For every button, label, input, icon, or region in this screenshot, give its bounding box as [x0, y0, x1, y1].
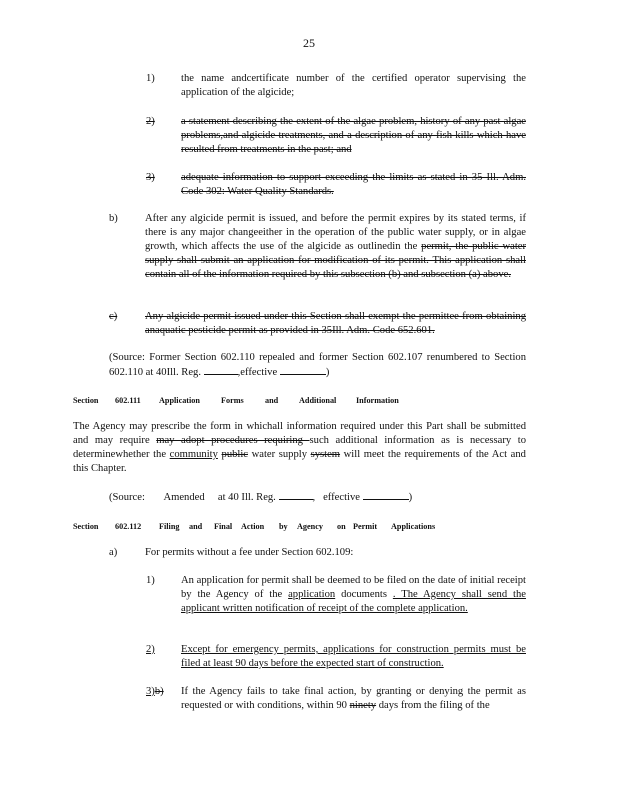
- item-3-text: adequate information to support exceeding the limits as stated in 35 Ill. Adm. Code 302: Water Quality Standards.: [181, 172, 526, 197]
- paragraph-a-label: a): [109, 547, 118, 558]
- sub-3-struck-1: ninety: [349, 700, 377, 711]
- paragraph-b-struck: permit, the public water supply shall submit an application for modification of its permit. This application shall contain all of the information required by this subsection (b) and subsection (a) above.: [145, 241, 526, 280]
- heading-2-word-3: Final: [214, 522, 233, 531]
- heading-2-word-1: Filing: [159, 522, 180, 531]
- heading-1-word-3: and: [265, 396, 279, 405]
- sub-item-2-text: Except for emergency permits, applications for construction permits must be filed at least 90 days before the expected start of construction.: [181, 644, 526, 669]
- sub-item-3-text: [181, 685, 526, 713]
- body-1-struck-1: may adopt procedures requiring: [156, 435, 310, 446]
- heading-2-word-6: Agency: [297, 522, 323, 531]
- source-2-d: ,: [312, 492, 316, 503]
- body-1-underline-1: community: [169, 449, 218, 460]
- heading-2-word-8: Permit: [353, 522, 378, 531]
- item-1-text: the name andcertificate number of the certified operator supervising the application of the algicide;: [181, 73, 526, 98]
- sub-item-1-number: 1): [146, 575, 155, 586]
- sub-1-underline-1: application: [288, 589, 336, 600]
- source-1-b: ,effective: [237, 367, 278, 378]
- heading-1-number: 602.111: [115, 396, 141, 405]
- heading-1-word-5: Information: [356, 396, 399, 405]
- source-2-c: at 40 Ill. Reg.: [217, 492, 276, 503]
- paragraph-c-text: Any algicide permit issued under this Section shall exempt the permittee from obtaining anaquatic pesticide permit as provided in 35Ill. Adm. Code 652.601.: [145, 311, 526, 336]
- paragraph-b-label: b): [109, 213, 118, 224]
- item-2-text: a statement describing the extent of the algae problem, history of any past algae problems,and algicide treatments, and a description of any fish kills which have resulted from treatments in the past; and: [181, 116, 526, 155]
- page-number: 25: [303, 36, 315, 50]
- body-1-struck-2: public: [221, 449, 248, 460]
- body-1-text-3: water supply: [251, 449, 307, 460]
- source-1-c: ): [325, 367, 330, 378]
- sub-3-num-old: b): [154, 686, 164, 697]
- sub-3-text-2: days from the filing of the: [378, 700, 490, 711]
- source-2-f: ): [408, 492, 413, 503]
- heading-2-word-2: and: [189, 522, 203, 531]
- item-3-number: 3): [146, 172, 155, 183]
- item-2-number: 2): [146, 116, 155, 127]
- sub-3-num-new: 3): [146, 686, 155, 697]
- heading-1-word-1: Application: [159, 396, 200, 405]
- source-1-a: (Source: Former Section 602.110 repealed and former Section 602.107 renumbered to Section 602.110 at 40Ill. Reg.: [109, 352, 526, 378]
- sub-1-text-2: documents: [341, 589, 387, 600]
- sub-item-2-number: 2): [146, 644, 155, 655]
- body-1-text-2: such additional information as is necessary to determinewhether the: [73, 435, 526, 460]
- paragraph-a-text: For permits without a fee under Section 602.109:: [145, 547, 354, 558]
- heading-2-word-5: by: [279, 522, 288, 531]
- source-2-e: effective: [323, 492, 360, 503]
- paragraph-c-label: c): [109, 311, 118, 322]
- body-1-text-4: will meet the requirements of the Act and this Chapter.: [73, 449, 526, 474]
- section-heading-602-111: [73, 395, 399, 407]
- heading-1-word-4: Additional: [299, 396, 337, 405]
- heading-2-word-7: on: [337, 522, 346, 531]
- source-2-b: Amended: [163, 492, 205, 503]
- source-note-1: [109, 351, 526, 380]
- sub-1-text-1: An application for permit shall be deemed to be filed on the date of initial receipt by the Agency of the: [181, 575, 526, 600]
- heading-2-number: 602.112: [115, 522, 142, 531]
- paragraph-b-plain: After any algicide permit is issued, and before the permit expires by its stated terms, if there is any major changeeither in the operation of the public water supply, or in algae growth, which affects the use of the algicide as outlinedin the: [145, 213, 526, 252]
- heading-2-section: Section: [73, 522, 99, 531]
- sub-3-text-1: If the Agency fails to take final action, by granting or denying the permit as requested or with conditions, within 90: [181, 686, 526, 711]
- heading-2-word-4: Action: [241, 522, 265, 531]
- sub-item-3-number: [146, 685, 164, 699]
- source-note-2: [109, 490, 526, 505]
- item-1-number: 1): [146, 73, 155, 84]
- heading-2-word-9: Applications: [391, 522, 436, 531]
- section-heading-602-112: [73, 521, 436, 533]
- heading-1-section: Section: [73, 396, 99, 405]
- section-602-111-body: [73, 420, 526, 476]
- source-2-a: (Source:: [109, 492, 145, 503]
- paragraph-b-text: [145, 212, 526, 282]
- body-1-text-1: The Agency may prescribe the form in whichall information required under this Part shall be submitted and may require: [73, 421, 526, 446]
- sub-1-underline-2: . The Agency shall send the applicant written notification of receipt of the complete application.: [181, 589, 526, 614]
- heading-1-word-2: Forms: [221, 396, 244, 405]
- sub-item-1-text: [181, 574, 526, 616]
- body-1-struck-3: system: [310, 449, 341, 460]
